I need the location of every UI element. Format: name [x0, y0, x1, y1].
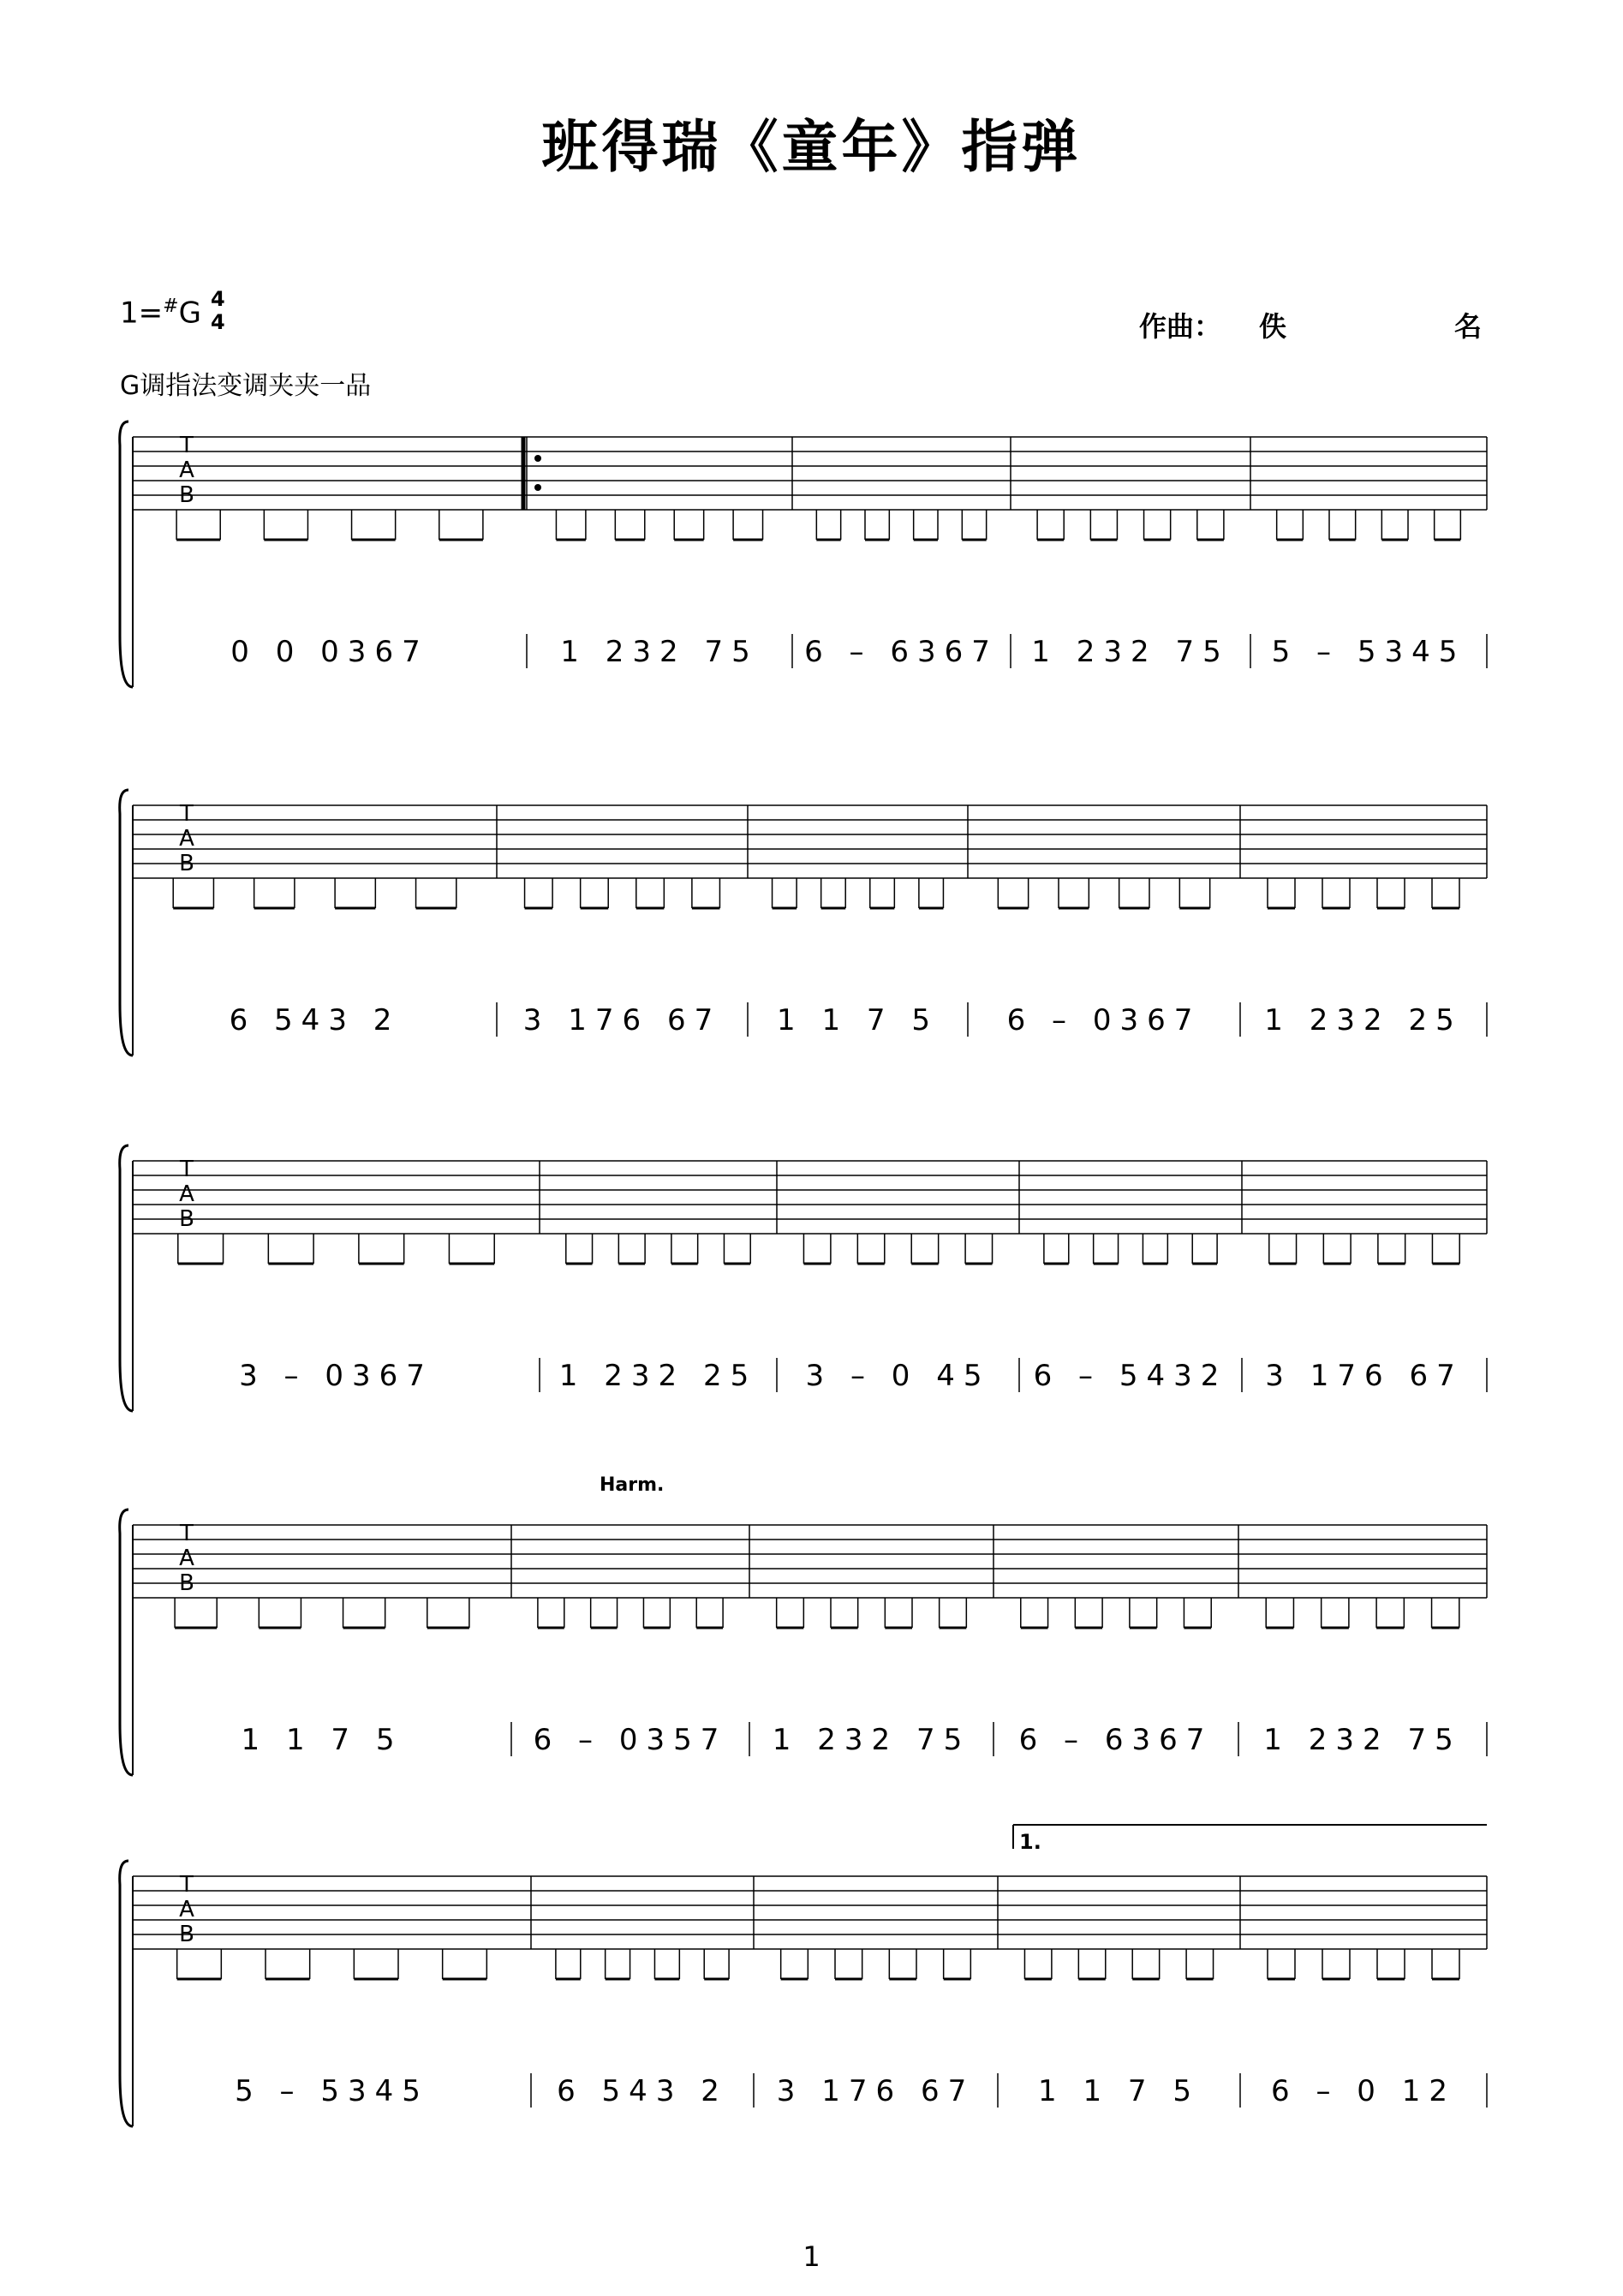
jianpu-measure: 3 – 0 45 [805, 1359, 991, 1393]
tab-clef-letter: B [179, 1570, 194, 1596]
jianpu-measure: 6 543 2 [557, 2074, 728, 2108]
jianpu-measure: 6 543 2 [229, 1003, 401, 1037]
jianpu-measure: 1 232 75 [1031, 635, 1230, 669]
jianpu-measure: 1 232 75 [560, 635, 759, 669]
score-annotations [600, 1474, 1487, 1854]
tab-clef-letter: A [179, 1897, 194, 1922]
composer-label: 作曲： [1139, 310, 1222, 343]
jianpu-measure: 1 232 25 [1264, 1003, 1463, 1037]
jianpu-measure: 1 1 7 5 [1038, 2074, 1200, 2108]
tab-clef-letter: T [180, 1157, 194, 1182]
system-brace [120, 790, 133, 1055]
jianpu-measure: 3 176 67 [522, 1003, 722, 1037]
capo-instruction: G调指法变调夹夹一品 [120, 371, 372, 401]
key-note: G [178, 296, 201, 331]
jianpu-measure: 5 – 5345 [235, 2074, 429, 2108]
system-1 [120, 422, 1487, 687]
jianpu-measure: 6 – 6367 [804, 635, 999, 669]
system-5 [120, 1861, 1487, 2126]
system-4 [120, 1510, 1487, 1775]
tab-clef-letter: B [179, 1206, 194, 1232]
system-brace [120, 1861, 133, 2126]
tab-clef-letter: A [179, 826, 194, 852]
jianpu-measure: 1 232 75 [1263, 1723, 1462, 1757]
jianpu-measure: 3 176 67 [1265, 1359, 1464, 1393]
jianpu-measure: 5 – 5345 [1271, 635, 1466, 669]
tab-clef-letter: T [180, 801, 194, 827]
time-signature-top: 4 [211, 287, 225, 311]
tab-clef-letter: A [179, 457, 194, 483]
system-brace [120, 422, 133, 687]
tab-clef-letter: T [180, 1872, 194, 1898]
repeat-dot [534, 484, 541, 491]
jianpu-measure: 6 – 5432 [1033, 1359, 1228, 1393]
jianpu-measure: 3 176 67 [776, 2074, 976, 2108]
key-prefix: 1= [120, 296, 164, 331]
sharp-symbol: # [163, 296, 179, 317]
score-systems [120, 422, 1487, 2126]
tab-clef-letter: A [179, 1181, 194, 1207]
tab-clef-letter: A [179, 1546, 194, 1571]
jianpu-measure: 1 1 7 5 [241, 1723, 403, 1757]
jianpu-measure: 6 – 0367 [1006, 1003, 1202, 1037]
composer-name-char-2: 名 [1453, 310, 1482, 343]
composer-name-char-1: 佚 [1259, 310, 1287, 343]
volta-label: 1. [1019, 1830, 1041, 1854]
time-signature-bottom: 4 [211, 310, 225, 334]
tab-clef-letter: T [180, 1521, 194, 1546]
jianpu-measure: 1 1 7 5 [777, 1003, 939, 1037]
jianpu-measure: 6 – 6367 [1018, 1723, 1214, 1757]
tab-clef-letter: T [180, 433, 194, 458]
repeat-dot [534, 455, 541, 462]
jianpu-measure: 1 232 75 [772, 1723, 971, 1757]
system-brace [120, 1145, 133, 1411]
tab-clef-letter: B [179, 482, 194, 508]
system-brace [120, 1510, 133, 1775]
jianpu-measure: 0 0 0367 [230, 635, 429, 669]
page-number: 1 [803, 2240, 820, 2273]
jianpu-measure: 6 – 0357 [533, 1723, 728, 1757]
page-title: 班得瑞《童年》指弹 [541, 114, 1082, 180]
harm-label: Harm. [600, 1474, 665, 1496]
jianpu-measure: 3 – 0367 [239, 1359, 433, 1393]
tab-clef-letter: B [179, 1922, 194, 1947]
jianpu-measure: 6 – 0 12 [1271, 2074, 1456, 2108]
system-2 [120, 790, 1487, 1055]
system-3 [120, 1145, 1487, 1411]
tab-clef-letter: B [179, 851, 194, 876]
jianpu-measure: 1 232 25 [558, 1359, 758, 1393]
